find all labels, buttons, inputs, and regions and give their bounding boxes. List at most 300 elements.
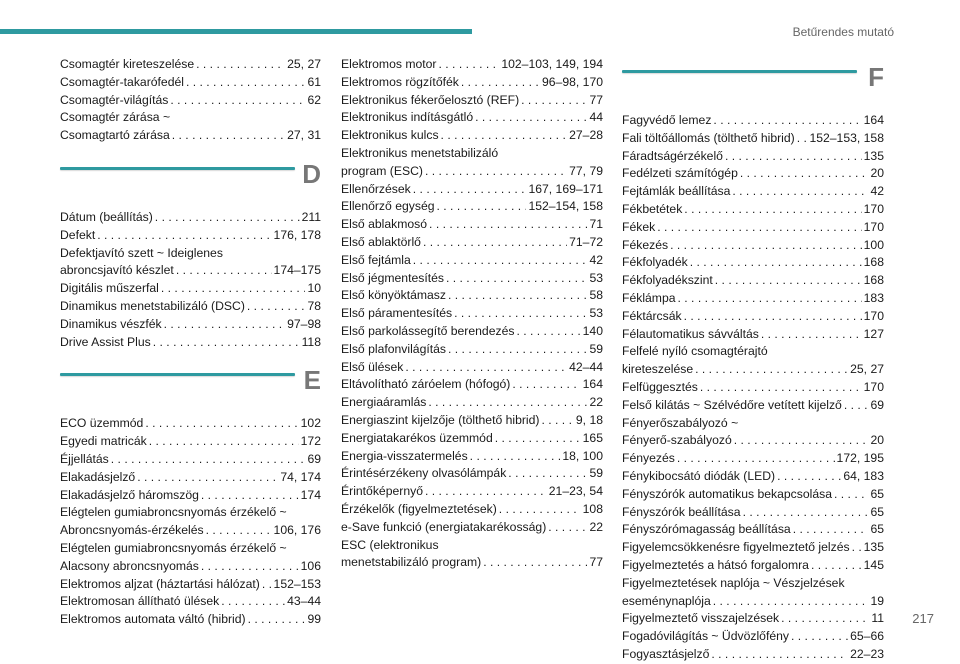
index-entry — [60, 74, 321, 92]
index-page-ref: 44 — [589, 110, 603, 125]
index-entry — [341, 341, 603, 359]
index-entry — [341, 198, 603, 216]
index-entry — [60, 611, 321, 629]
page-header-title: Betűrendes mutató — [792, 25, 894, 39]
index-entry — [622, 201, 884, 219]
dot-leader — [153, 334, 300, 352]
index-entry-continued: Elégtelen gumiabroncsnyomás érzékelő ~ — [60, 505, 287, 520]
index-term: Elektromos rögzítőfék — [341, 74, 459, 89]
index-entry — [341, 430, 603, 448]
index-term: Egyedi matricák — [60, 434, 147, 449]
page-number: 217 — [912, 611, 934, 626]
index-entry — [622, 112, 884, 130]
dot-leader — [684, 201, 861, 219]
index-entry — [341, 127, 603, 145]
index-entry — [622, 539, 884, 557]
index-entry — [341, 305, 603, 323]
index-page-ref: 152–153 — [273, 576, 321, 591]
dot-leader — [715, 272, 862, 290]
index-term: Dinamikus menetstabilizáló (DSC) — [60, 298, 245, 313]
index-term: Digitális műszerfal — [60, 281, 159, 296]
index-term: Első fejtámla — [341, 252, 411, 267]
dot-leader — [206, 522, 272, 540]
index-entry — [60, 558, 321, 576]
index-entry-continued: Figyelmeztetések naplója ~ Vészjelzések — [622, 575, 845, 590]
dot-leader — [844, 397, 869, 415]
index-page-ref: 168 — [863, 273, 884, 288]
index-term: Félautomatikus sávváltás — [622, 326, 759, 341]
index-term: Fogadóvilágítás ~ Üdvözlőfény — [622, 629, 790, 644]
index-entry — [60, 451, 321, 469]
dot-leader — [713, 112, 861, 130]
index-page-ref: 59 — [589, 341, 603, 356]
index-entry — [622, 432, 884, 450]
index-page-ref: 71 — [589, 217, 603, 232]
index-page-ref: 174–175 — [273, 263, 321, 278]
index-entry — [341, 74, 603, 92]
index-page-ref: 102–103, 149, 194 — [501, 57, 603, 71]
index-term: Első könyöktámasz — [341, 288, 446, 303]
index-term: Fagyvédő lemez — [622, 113, 712, 127]
dot-leader — [475, 109, 587, 127]
index-term: Éjjellátás — [60, 451, 109, 466]
dot-leader — [428, 394, 587, 412]
dot-leader — [441, 127, 568, 145]
index-term: Energiatakarékos üzemmód — [341, 430, 493, 445]
dot-leader — [734, 432, 869, 450]
dot-leader — [161, 280, 306, 298]
index-term: Fényezés — [622, 451, 675, 466]
index-page-ref: 164 — [863, 113, 884, 127]
index-column-2 — [341, 56, 603, 572]
index-entry-continued: ESC (elektronikus — [341, 537, 439, 552]
index-term: Elektromos aljzat (háztartási hálózat) — [60, 576, 260, 591]
index-term: Érintőképernyő — [341, 484, 423, 499]
dot-leader — [684, 308, 862, 326]
index-term: Ellenőrzések — [341, 181, 411, 196]
index-page-ref: 42–44 — [569, 359, 603, 374]
index-entry — [60, 56, 321, 74]
dot-leader — [248, 611, 306, 629]
index-entry-continued: Fényerőszabályozó ~ — [622, 415, 739, 430]
index-page-ref: 170 — [863, 379, 884, 394]
index-page-ref: 21–23, 54 — [548, 484, 603, 499]
dot-leader — [777, 468, 841, 486]
index-page-ref: 77 — [589, 92, 603, 107]
index-page-ref: 25, 27 — [287, 57, 321, 71]
index-entry — [341, 56, 603, 74]
index-term: Csomagtér-takarófedél — [60, 74, 184, 89]
index-entry — [622, 397, 884, 415]
dot-leader — [155, 209, 300, 227]
index-term: Energiaszint kijelzője (tölthető hibrid) — [341, 412, 540, 427]
index-term: Fényszórómagasság beállítása — [622, 522, 791, 537]
index-entry-continued: Elégtelen gumiabroncsnyomás érzékelő ~ — [60, 540, 287, 555]
dot-leader — [461, 74, 540, 92]
index-page-ref: 53 — [589, 306, 603, 321]
index-entry — [341, 376, 603, 394]
index-term: Fényszórók beállítása — [622, 504, 741, 519]
index-page-ref: 65 — [870, 504, 884, 519]
index-entry — [622, 504, 884, 522]
index-entry — [341, 270, 603, 288]
index-entry — [341, 109, 603, 127]
dot-leader — [793, 521, 869, 539]
index-entry — [622, 165, 884, 183]
index-page-ref: 167, 169–171 — [528, 181, 603, 196]
dot-leader — [548, 519, 587, 537]
index-page-ref: 19 — [870, 593, 884, 608]
dot-leader — [521, 92, 587, 110]
dot-leader — [170, 92, 305, 110]
index-term: Első parkolássegítő berendezés — [341, 323, 515, 338]
index-entry — [60, 415, 321, 433]
index-entry-continued: Felfelé nyíló csomagtérajtó — [622, 344, 768, 359]
index-term: Fényerő-szabályozó — [622, 433, 732, 448]
dot-leader — [145, 415, 298, 433]
letter-heading-e — [60, 365, 321, 409]
index-entry — [622, 646, 884, 664]
index-page-ref: 65 — [870, 522, 884, 537]
index-entry — [622, 148, 884, 166]
index-term: Első jégmentesítés — [341, 270, 444, 285]
index-term: Figyelemcsökkenésre figyelmeztető jelzés — [622, 540, 850, 555]
dot-leader — [201, 558, 299, 576]
index-term: Elakadásjelző háromszög — [60, 487, 199, 502]
index-page-ref: 18, 100 — [562, 448, 603, 463]
index-page-ref: 10 — [307, 281, 321, 296]
dot-leader — [516, 323, 580, 341]
index-page-ref: 135 — [863, 540, 884, 555]
dot-leader — [97, 227, 271, 245]
dot-leader — [247, 298, 306, 316]
index-entry — [622, 379, 884, 397]
index-term: e-Save funkció (energiatakarékosság) — [341, 519, 547, 534]
index-entry — [341, 216, 603, 234]
index-entry — [60, 593, 321, 611]
index-page-ref: 65 — [870, 486, 884, 501]
index-term: Drive Assist Plus — [60, 334, 151, 349]
index-group-d — [60, 209, 321, 351]
dot-leader — [448, 341, 587, 359]
index-entry — [341, 359, 603, 377]
dot-leader — [483, 554, 587, 572]
index-term: ECO üzemmód — [60, 416, 144, 431]
index-entry — [622, 130, 884, 148]
index-page-ref: 145 — [863, 557, 884, 572]
index-term: Energiaáramlás — [341, 395, 427, 410]
index-page-ref: 118 — [301, 334, 321, 349]
index-entry — [60, 469, 321, 487]
index-entry — [622, 468, 884, 486]
letter-divider-bar — [60, 167, 295, 170]
dot-leader — [454, 305, 587, 323]
index-entry — [622, 254, 884, 272]
index-term: Fáradtságérzékelő — [622, 148, 723, 163]
dot-leader — [425, 163, 567, 181]
index-entry — [622, 450, 884, 468]
dot-leader — [262, 576, 272, 594]
index-entry — [341, 234, 603, 252]
index-term: Fékfolyadékszint — [622, 273, 713, 288]
dot-leader — [221, 593, 285, 611]
index-entry — [60, 209, 321, 227]
index-term: Fejtámlák beállítása — [622, 184, 731, 199]
dot-leader — [413, 252, 588, 270]
index-term: Első ablaktörlő — [341, 234, 421, 249]
index-term: Fogyasztásjelző — [622, 646, 710, 661]
dot-leader — [678, 290, 862, 308]
index-term: Eltávolítható záróelem (hófogó) — [341, 377, 511, 392]
index-entry — [341, 412, 603, 430]
index-entry — [622, 326, 884, 344]
letter-heading-text: F — [868, 62, 884, 92]
index-entry — [622, 308, 884, 326]
dot-leader — [196, 56, 285, 74]
index-entry-continued: Defektjavító szett ~ Ideiglenes — [60, 245, 223, 260]
dot-leader — [700, 379, 862, 397]
index-term: Elektromos motor — [341, 57, 437, 71]
index-page-ref: 168 — [863, 255, 884, 270]
index-page-ref: 172 — [300, 434, 321, 449]
dot-leader — [834, 486, 868, 504]
index-entry — [622, 290, 884, 308]
dot-leader — [781, 610, 869, 628]
index-term: Energia-visszatermelés — [341, 448, 468, 463]
dot-leader — [423, 234, 567, 252]
index-page-ref: 170 — [863, 201, 884, 216]
dot-leader — [437, 198, 527, 216]
index-page-ref: 152–154, 158 — [528, 199, 603, 214]
index-page-ref: 172, 195 — [836, 451, 884, 466]
dot-leader — [111, 451, 306, 469]
dot-leader — [695, 361, 848, 379]
index-page-ref: 77 — [589, 555, 603, 570]
index-page-ref: 61 — [307, 74, 321, 89]
letter-heading-text: D — [302, 158, 321, 189]
index-term: Érzékelők (figyelmeztetések) — [341, 501, 497, 516]
index-page-ref: 64, 183 — [843, 468, 884, 483]
index-page-ref: 106 — [300, 558, 321, 573]
letter-heading-d — [60, 159, 321, 203]
dot-leader — [852, 539, 862, 557]
dot-leader — [429, 216, 587, 234]
dot-leader — [811, 557, 862, 575]
dot-leader — [711, 646, 848, 664]
index-entry — [622, 219, 884, 237]
dot-leader — [470, 448, 561, 466]
index-entry — [341, 448, 603, 466]
index-entry — [622, 361, 884, 379]
dot-leader — [413, 181, 527, 199]
dot-leader — [761, 326, 862, 344]
index-term: Alacsony abroncsnyomás — [60, 558, 199, 573]
index-entry — [60, 262, 321, 280]
dot-leader — [740, 165, 869, 183]
index-entry — [60, 487, 321, 505]
index-page-ref: 165 — [582, 430, 603, 445]
index-page-ref: 211 — [301, 209, 321, 224]
dot-leader — [657, 219, 861, 237]
index-term: Féklámpa — [622, 290, 676, 305]
index-term: Fékek — [622, 219, 656, 234]
index-page-ref: 22 — [589, 519, 603, 534]
index-term: Csomagtartó zárása — [60, 128, 170, 143]
index-entry-continued: Csomagtér zárása ~ — [60, 110, 171, 125]
index-entry — [622, 593, 884, 611]
dot-leader — [405, 359, 567, 377]
dot-leader — [797, 130, 808, 148]
index-page-ref: 152–153, 158 — [809, 130, 884, 145]
index-entry — [341, 465, 603, 483]
index-page-ref: 102 — [300, 416, 321, 431]
index-page-ref: 22 — [589, 395, 603, 410]
index-page-ref: 176, 178 — [273, 227, 321, 242]
index-entry — [60, 227, 321, 245]
index-page-ref: 100 — [863, 237, 884, 252]
index-page-ref: 53 — [589, 270, 603, 285]
dot-leader — [670, 237, 862, 255]
index-entry — [622, 486, 884, 504]
index-entry — [60, 298, 321, 316]
index-page-ref: 42 — [870, 184, 884, 199]
index-term: Fedélzeti számítógép — [622, 166, 738, 181]
index-column-1 — [60, 56, 321, 629]
dot-leader — [137, 469, 278, 487]
index-page-ref: 65–66 — [850, 629, 884, 644]
index-term: Első plafonvilágítás — [341, 341, 447, 356]
dot-leader — [448, 287, 587, 305]
dot-leader — [743, 504, 869, 522]
dot-leader — [508, 465, 587, 483]
dot-leader — [149, 433, 299, 451]
index-entry — [622, 610, 884, 628]
index-entry — [60, 127, 321, 145]
dot-leader — [677, 450, 835, 468]
index-term: Első páramentesítés — [341, 306, 453, 321]
index-entry — [622, 628, 884, 646]
index-entry — [341, 252, 603, 270]
index-term: Dátum (beállítás) — [60, 209, 153, 224]
index-term: Elektronikus fékerőelosztó (REF) — [341, 92, 520, 107]
dot-leader — [495, 430, 581, 448]
index-term: Fali töltőállomás (tölthető hibrid) — [622, 130, 795, 145]
dot-leader — [172, 127, 285, 145]
dot-leader — [176, 262, 272, 280]
index-page-ref: 20 — [870, 166, 884, 181]
letter-heading-f — [622, 62, 884, 106]
dot-leader — [690, 254, 862, 272]
index-page-ref: 106, 176 — [273, 523, 321, 538]
index-page-ref: 127 — [863, 326, 884, 341]
dot-leader — [439, 56, 500, 74]
index-page-ref: 97–98 — [287, 316, 321, 331]
dot-leader — [425, 483, 547, 501]
index-entry — [341, 483, 603, 501]
index-entry — [60, 92, 321, 110]
index-entry — [341, 323, 603, 341]
dot-leader — [512, 376, 580, 394]
index-page-ref: 42 — [589, 252, 603, 267]
index-entry — [60, 522, 321, 540]
index-term: Első ablakmosó — [341, 217, 428, 232]
index-term: Fényszórók automatikus bekapcsolása — [622, 486, 833, 501]
index-entry — [341, 501, 603, 519]
index-entry — [622, 272, 884, 290]
dot-leader — [186, 74, 305, 92]
index-entry — [341, 554, 603, 572]
index-entry — [60, 316, 321, 334]
index-entry-continued: Elektronikus menetstabilizáló — [341, 145, 499, 160]
index-term: Figyelmeztetés a hátsó forgalomra — [622, 557, 809, 572]
index-term: Elektronikus indításgátló — [341, 110, 474, 125]
index-page-ref: 96–98, 170 — [542, 74, 603, 89]
dot-leader — [541, 412, 573, 430]
letter-divider-bar — [60, 373, 295, 376]
index-term: Fékezés — [622, 237, 669, 252]
index-page-ref: 9, 18 — [575, 412, 603, 427]
index-page-ref: 43–44 — [287, 594, 321, 609]
index-entry — [622, 521, 884, 539]
index-page-ref: 27–28 — [569, 128, 603, 143]
index-page-ref: 11 — [871, 611, 884, 626]
index-entry — [60, 576, 321, 594]
index-term: Defekt — [60, 227, 96, 242]
index-page-ref: 77, 79 — [569, 163, 603, 178]
index-page-ref: 108 — [582, 501, 603, 516]
index-page-ref: 27, 31 — [287, 128, 321, 143]
index-entry — [622, 557, 884, 575]
index-term: program (ESC) — [341, 163, 423, 178]
index-page-ref: 74, 174 — [280, 469, 321, 484]
index-term: Ellenőrző egység — [341, 199, 435, 214]
index-term: Fénykibocsátó diódák (LED) — [622, 468, 776, 483]
index-term: eseménynaplója — [622, 593, 711, 608]
dot-leader — [164, 316, 286, 334]
dot-leader — [713, 593, 869, 611]
index-group-f — [622, 112, 884, 664]
index-page-ref: 135 — [863, 148, 884, 163]
index-page-ref: 99 — [307, 612, 321, 627]
index-term: Elektronikus kulcs — [341, 128, 439, 143]
index-page-ref: 170 — [863, 219, 884, 234]
index-term: kireteszelése — [622, 362, 694, 377]
letter-divider-bar — [622, 70, 857, 73]
index-page-ref: 170 — [863, 308, 884, 323]
index-page-ref: 71–72 — [569, 234, 603, 249]
index-term: Féktárcsák — [622, 308, 682, 323]
index-entry — [341, 519, 603, 537]
index-group-e — [60, 415, 321, 629]
dot-leader — [791, 628, 848, 646]
index-term: Felfüggesztés — [622, 379, 698, 394]
index-entry — [341, 287, 603, 305]
index-term: Fékfolyadék — [622, 255, 688, 270]
index-term: Elektromos automata váltó (hibrid) — [60, 612, 246, 627]
index-page-ref: 62 — [307, 92, 321, 107]
dot-leader — [499, 501, 581, 519]
index-entry — [622, 237, 884, 255]
dot-leader — [446, 270, 587, 288]
index-entry — [60, 433, 321, 451]
index-entry — [341, 181, 603, 199]
index-entry — [341, 92, 603, 110]
index-term: Érintésérzékeny olvasólámpák — [341, 466, 507, 481]
letter-heading-text: E — [303, 365, 321, 396]
index-entry — [341, 394, 603, 412]
index-entry — [60, 280, 321, 298]
index-term: menetstabilizáló program) — [341, 555, 482, 570]
